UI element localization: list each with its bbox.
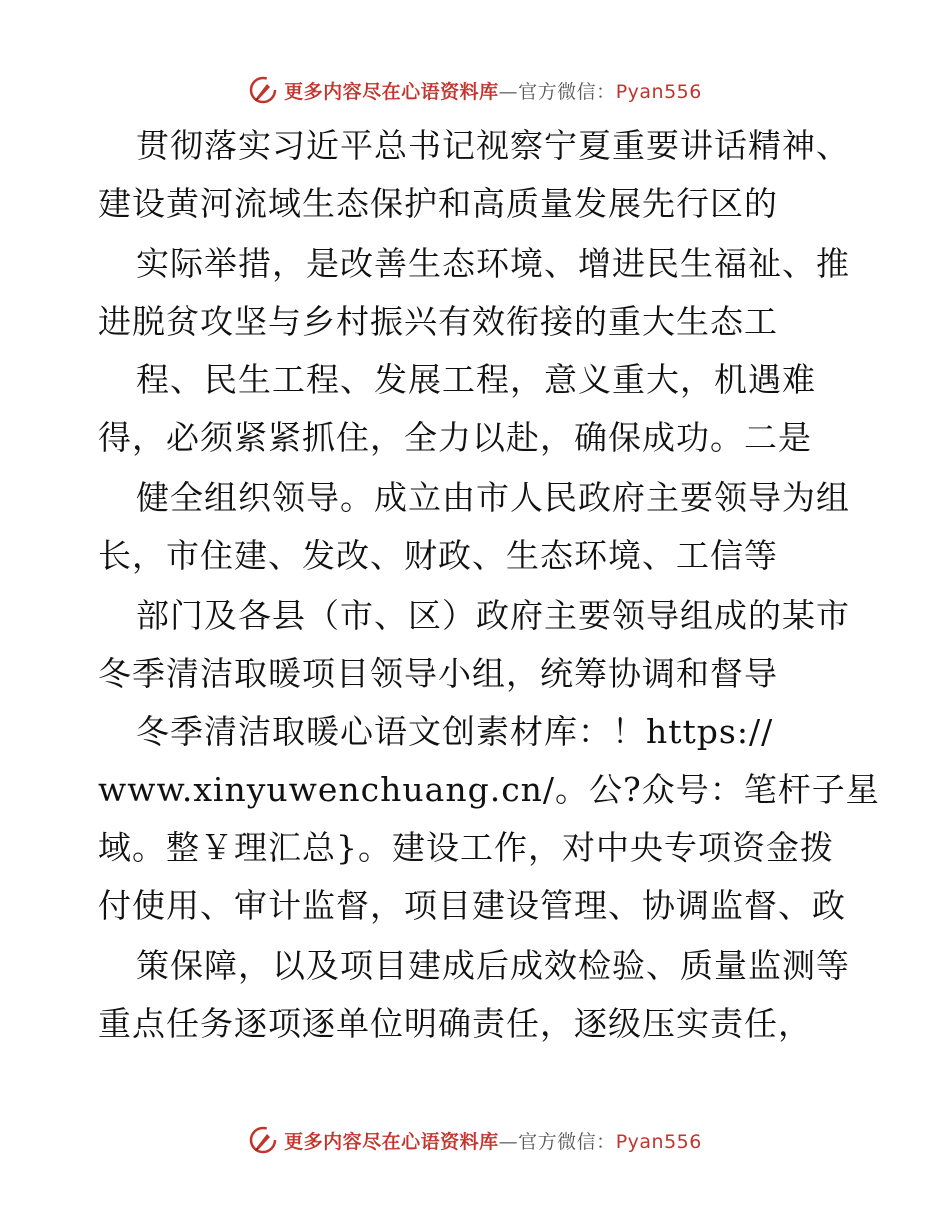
paragraph-line: www.xinyuwenchuang.cn/。公?众号：笔杆子星	[98, 770, 880, 809]
paragraph-line: 健全组织领导。成立由市人民政府主要领导为组	[136, 478, 850, 517]
paragraph-line: 程、民生工程、发展工程，意义重大，机遇难	[136, 360, 816, 399]
paragraph-line: 重点任务逐项逐单位明确责任，逐级压实责任，	[98, 1004, 812, 1043]
paragraph-line: 冬季清洁取暖心语文创素材库：！https://	[136, 712, 774, 751]
paragraph-line: 域。整￥理汇总}。建设工作，对中央专项资金拨	[98, 828, 834, 867]
footer-banner-wechat-id: Pyan556	[615, 1130, 702, 1153]
pen-logo-icon	[248, 1125, 278, 1155]
header-banner-text	[284, 77, 702, 104]
header-banner	[0, 72, 950, 108]
header-banner-dash: —	[498, 80, 519, 103]
header-banner-lead: 更多内容尽在心语资料库	[284, 80, 499, 103]
footer-banner-lead: 更多内容尽在心语资料库	[284, 1130, 499, 1153]
pen-logo-icon	[248, 75, 278, 105]
paragraph-line: 策保障，以及项目建成后成效检验、质量监测等	[136, 946, 850, 985]
paragraph-line: 建设黄河流域生态保护和高质量发展先行区的	[98, 184, 778, 223]
footer-banner	[0, 1122, 950, 1158]
paragraph-line: 部门及各县（市、区）政府主要领导组成的某市	[136, 596, 850, 635]
footer-banner-text	[284, 1127, 702, 1154]
paragraph-line: 实际举措，是改善生态环境、增进民生福祉、推	[136, 244, 850, 283]
paragraph-line: 长，市住建、发改、财政、生态环境、工信等	[98, 536, 778, 575]
paragraph-line: 贯彻落实习近平总书记视察宁夏重要讲话精神、	[136, 126, 850, 165]
footer-banner-wechat-label: 官方微信：	[518, 1130, 616, 1153]
paragraph-line: 得，必须紧紧抓住，全力以赴，确保成功。二是	[98, 418, 812, 457]
footer-banner-dash: —	[498, 1130, 519, 1153]
paragraph-line: 进脱贫攻坚与乡村振兴有效衔接的重大生态工	[98, 302, 778, 341]
paragraph-line: 付使用、审计监督，项目建设管理、协调监督、政	[98, 886, 846, 925]
paragraph-line: 冬季清洁取暖项目领导小组，统筹协调和督导	[98, 654, 778, 693]
header-banner-wechat-label: 官方微信：	[518, 80, 616, 103]
header-banner-wechat-id: Pyan556	[615, 80, 702, 103]
